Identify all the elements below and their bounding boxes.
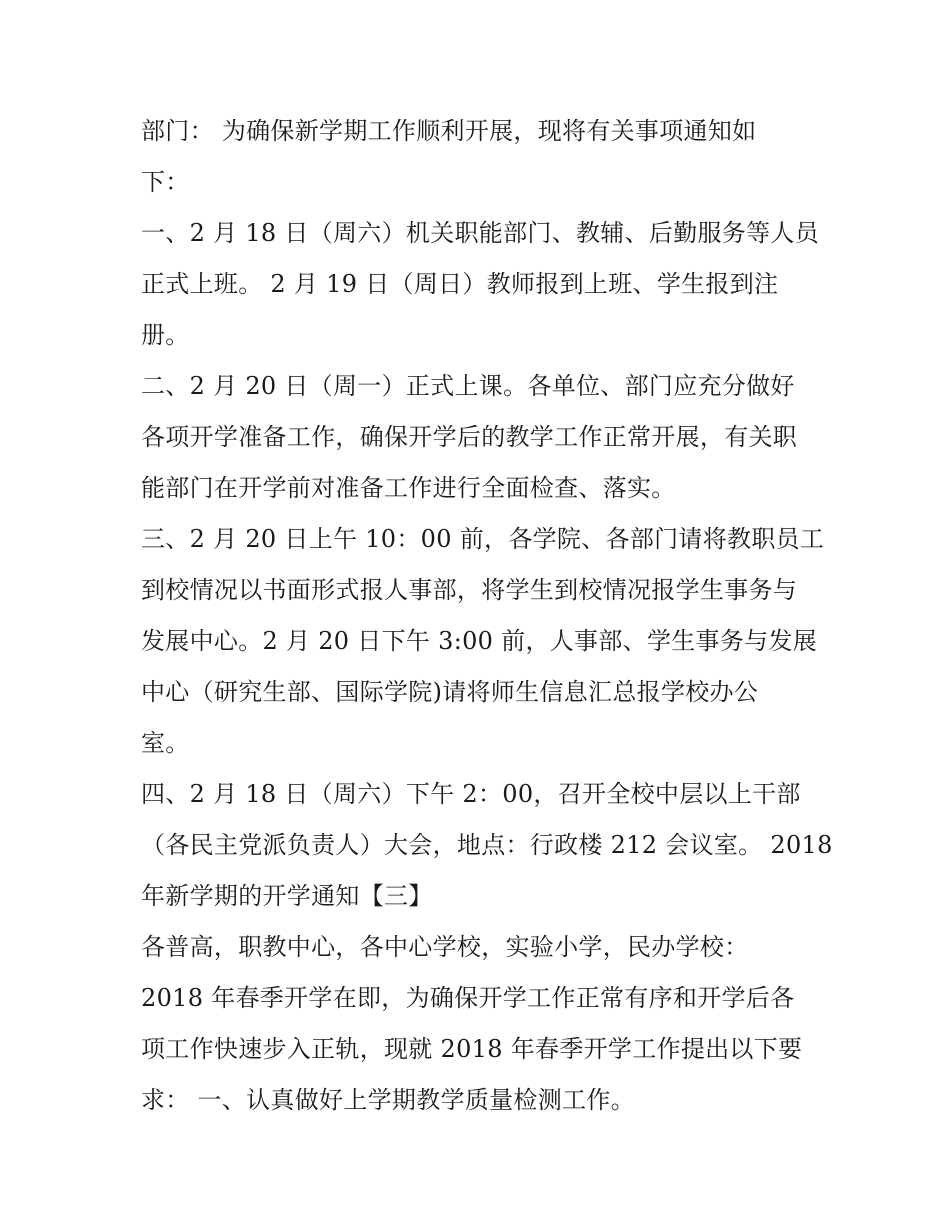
text-line: 能部门在开学前对准备工作进行全面检查、落实。 xyxy=(141,474,676,502)
document-body xyxy=(141,106,833,1126)
text-line: 二、2 月 20 日（周一）正式上课。各单位、部门应充分做好 xyxy=(141,372,795,400)
text-line: 各普高，职教中心，各中心学校，实验小学，民办学校： xyxy=(141,933,749,961)
text-line: 册。 xyxy=(141,321,190,349)
text-line: 各项开学准备工作，确保开学后的教学工作正常开展，有关职 xyxy=(141,423,798,451)
text-line: 2018 年春季开学在即，为确保开学工作正常有序和开学后各 xyxy=(141,984,795,1012)
text-line: 三、2 月 20 日上午 10：00 前，各学院、各部门请将教职员工 xyxy=(141,525,825,553)
text-line: （各民主党派负责人）大会，地点：行政楼 212 会议室。 2018 xyxy=(141,831,833,859)
text-line: 下： xyxy=(141,168,190,196)
text-line: 年新学期的开学通知【三】 xyxy=(141,882,433,910)
text-line: 四、2 月 18 日（周六）下午 2：00，召开全校中层以上干部 xyxy=(141,780,801,808)
text-line: 一、2 月 18 日（周六）机关职能部门、教辅、后勤服务等人员 xyxy=(141,219,819,247)
text-line: 部门： 为确保新学期工作顺利开展，现将有关事项通知如 xyxy=(141,117,757,145)
text-line: 发展中心。2 月 20 日下午 3:00 前，人事部、学生事务与发展 xyxy=(141,627,818,655)
text-line: 项工作快速步入正轨，现就 2018 年春季开学工作提出以下要 xyxy=(141,1035,803,1063)
text-line: 求： 一、认真做好上学期教学质量检测工作。 xyxy=(141,1086,635,1114)
text-line: 中心（研究生部、国际学院)请将师生信息汇总报学校办公 xyxy=(141,678,759,706)
text-line: 到校情况以书面形式报人事部，将学生到校情况报学生事务与 xyxy=(141,576,798,604)
text-line: 室。 xyxy=(141,729,190,757)
text-line: 正式上班。 2 月 19 日（周日）教师报到上班、学生报到注 xyxy=(141,270,779,298)
